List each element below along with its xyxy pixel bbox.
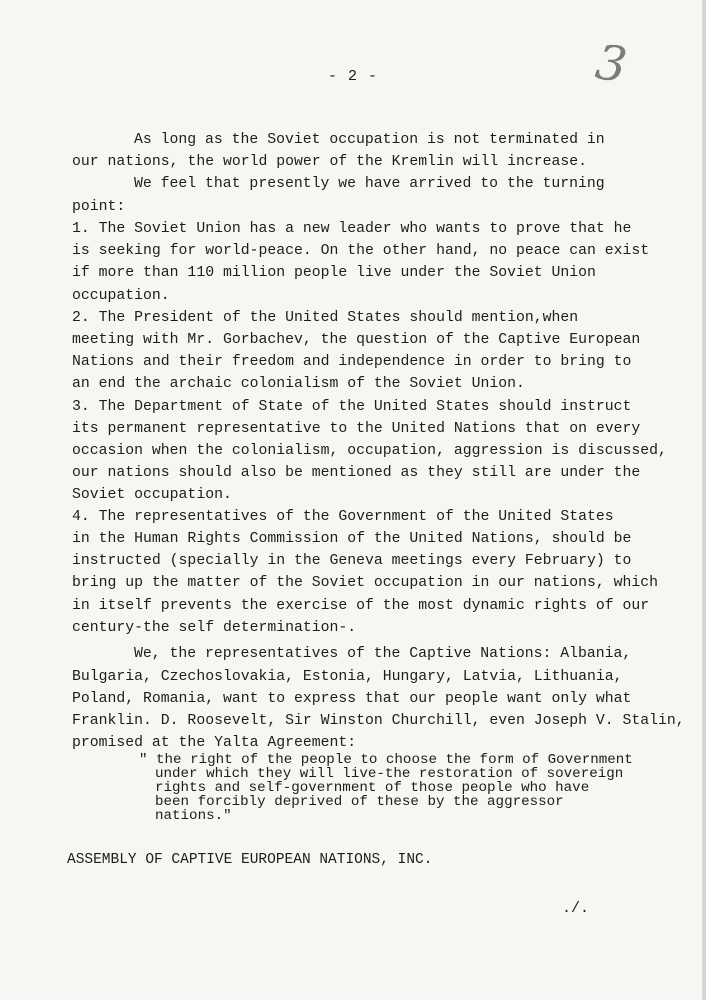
body-line: We feel that presently we have arrived to the turning — [134, 176, 605, 192]
body-line: bring up the matter of the Soviet occupation in our nations, which — [72, 575, 659, 591]
body-line: in the Human Rights Commission of the United Nations, should be — [72, 531, 632, 547]
body-line: meeting with Mr. Gorbachev, the question of the Captive European — [72, 332, 641, 348]
body-line: our nations, the world power of the Kremlin will increase. — [72, 154, 588, 170]
body-line: Nations and their freedom and independence in order to bring to — [72, 354, 632, 370]
body-line: 3. The Department of State of the United States should instruct — [72, 399, 632, 415]
body-line: century-the self determination-. — [72, 620, 357, 636]
body-line: 1. The Soviet Union has a new leader who wants to prove that he — [72, 221, 632, 237]
body-line: 4. The representatives of the Government of the United States — [72, 509, 614, 525]
body-line: As long as the Soviet occupation is not terminated in — [134, 132, 605, 148]
body-line: point: — [72, 199, 126, 215]
quote-line: " the right of the people to choose the form of Government — [139, 752, 633, 768]
body-line: Bulgaria, Czechoslovakia, Estonia, Hungary, Latvia, Lithuania, — [72, 669, 623, 685]
body-line: is seeking for world-peace. On the other hand, no peace can exist — [72, 243, 650, 259]
body-line: in itself prevents the exercise of the most dynamic rights of our — [72, 598, 650, 614]
body-line: its permanent representative to the United Nations that on every — [72, 421, 641, 437]
quote-line: nations." — [155, 808, 232, 824]
body-line: if more than 110 million people live under the Soviet Union — [72, 265, 596, 281]
body-line: instructed (specially in the Geneva meetings every February) to — [72, 553, 632, 569]
body-line: Poland, Romania, want to express that our people want only what — [72, 691, 632, 707]
quote-line: rights and self-government of those people who have — [155, 780, 590, 796]
page-number: - 2 - — [327, 68, 378, 85]
quote-line: under which they will live-the restoration of sovereign — [155, 766, 624, 782]
body-line: Soviet occupation. — [72, 487, 232, 503]
handwritten-page-number: 3 — [592, 34, 631, 94]
page-edge — [702, 0, 706, 1000]
body-line: We, the representatives of the Captive Nations: Albania, — [134, 646, 632, 662]
body-line: our nations should also be mentioned as they still are under the — [72, 465, 641, 481]
body-line: Franklin. D. Roosevelt, Sir Winston Churchill, even Joseph V. Stalin, — [72, 713, 685, 729]
body-line: an end the archaic colonialism of the Soviet Union. — [72, 376, 525, 392]
body-line: 2. The President of the United States should mention,when — [72, 310, 579, 326]
body-line: occupation. — [72, 288, 170, 304]
continuation-mark: ./. — [562, 900, 590, 917]
body-line: promised at the Yalta Agreement: — [72, 735, 357, 751]
body-line: occasion when the colonialism, occupation, aggression is discussed, — [72, 443, 667, 459]
quote-line: been forcibly deprived of these by the aggressor — [155, 794, 564, 810]
organization-signature: ASSEMBLY OF CAPTIVE EUROPEAN NATIONS, INC. — [67, 852, 433, 868]
